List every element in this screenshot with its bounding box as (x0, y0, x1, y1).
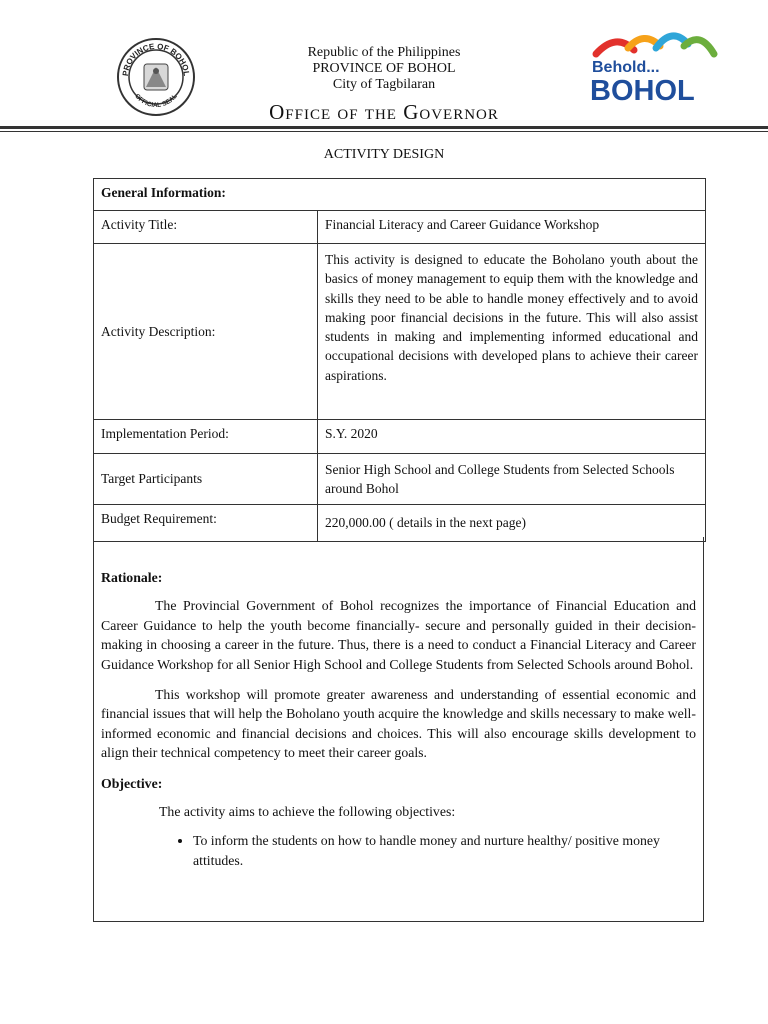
row-value: This activity is designed to educate the Boholano youth about the basics of money management to equip them with the knowledge and skills they need to be able to handle money effectively and to avoid making poor financial decisions in the future. This will also assist students in making and implementing informed educational and occupational decisions with developed plans to achieve their career aspirations. (318, 244, 706, 420)
table-row (94, 505, 706, 542)
document-title: ACTIVITY DESIGN (323, 147, 445, 162)
row-value: S.Y. 2020 (318, 420, 706, 454)
logo-line1: Behold... (592, 59, 660, 76)
logo-line2: BOHOL (590, 75, 695, 104)
row-label: Activity Title: (94, 211, 318, 244)
objective-intro: The activity aims to achieve the following objectives: (159, 804, 456, 820)
header-rule-thick (0, 126, 768, 129)
rationale-paragraph: This workshop will promote greater awareness and understanding of essential economic and financial issues that will help the Boholano youth acquire the knowledge and skills necessary to make well-informed economic and financial decisions and choices. This will also encourage skills development to align their technical competency to meet their career goals. (101, 687, 696, 761)
row-value: 220,000.00 ( details in the next page) (318, 505, 706, 542)
row-label: Target Participants (94, 454, 318, 505)
seal-text-top: PROVINCE OF BOHOL (120, 41, 192, 77)
city-line: City of Tagbilaran (332, 77, 436, 92)
table-row (94, 244, 706, 420)
rationale-heading: Rationale: (101, 570, 163, 585)
republic-line: Republic of the Philippines (307, 45, 461, 60)
rationale-paragraph: The Provincial Government of Bohol recognizes the importance of Financial Education and Career Guidance to help the youth become financially- secure and personally guided in their decision- making in choosing a career in the future. Thus, there is a need to conduct a Financial Literacy and Career Guidance Workshop for all Senior High School and College Students from Selected Schools around Bohol. (101, 598, 696, 672)
objective-list (101, 831, 696, 870)
office-title: Office of the Governor (269, 100, 499, 124)
rationale-section (93, 537, 704, 922)
row-value: Senior High School and College Students from Selected Schools around Bohol (318, 454, 706, 505)
table-row (94, 211, 706, 244)
header-rule-thin (0, 131, 768, 132)
seal-text-bottom: OFFICIAL SEAL (133, 92, 179, 110)
general-info-heading: General Information: (94, 179, 706, 211)
table-row (94, 420, 706, 454)
row-label: Implementation Period: (94, 420, 318, 454)
province-line: PROVINCE OF BOHOL (312, 61, 456, 76)
row-value: Financial Literacy and Career Guidance Workshop (318, 211, 706, 244)
row-label: Activity Description: (94, 244, 318, 420)
list-item: • To inform the students on how to handle money and nurture healthy/ positive money attitudes. (193, 831, 696, 870)
objective-heading: Objective: (101, 775, 163, 791)
letterhead (0, 45, 768, 93)
row-label: Budget Requirement: (94, 505, 318, 542)
table-row (94, 454, 706, 505)
general-info-table (93, 178, 706, 542)
